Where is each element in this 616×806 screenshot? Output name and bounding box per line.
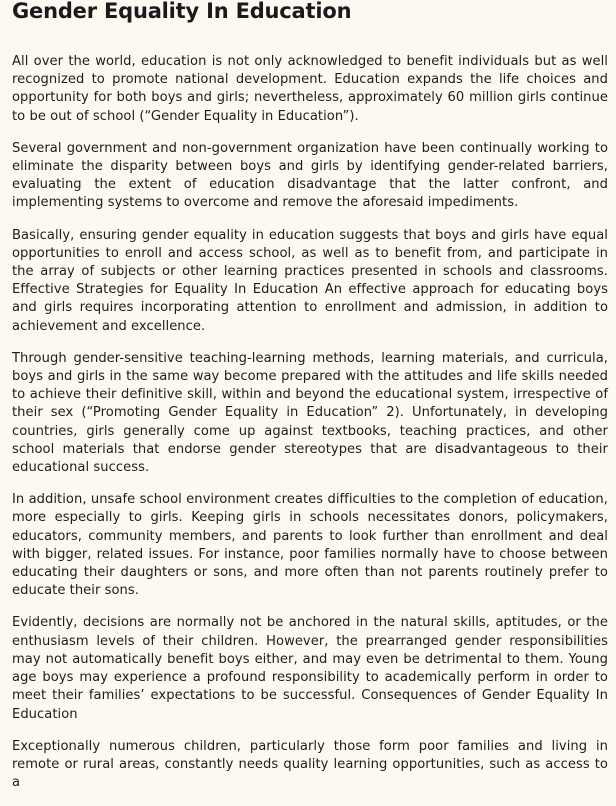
paragraph: All over the world, education is not only acknowledged to benefit individuals but as well recognized to promote national development. Education expands the life choices and opportunity for both boys and girls; nevertheless, approximately 60 million girls continue to be out of school (“Gender Equality in Education”). (12, 54, 608, 124)
paragraph: Evidently, decisions are normally not be anchored in the natural skills, aptitudes, or the enthusiasm levels of their children. However, the prearranged gender responsibilities may not automatically benefit boys either, and may even be detrimental to them. Young age boys may experience a profound responsibility to academically perform in order to meet their families’ expectations to be successful. Consequences of Gender Equality In Education (12, 615, 608, 722)
paragraph: Several government and non-government organization have been continually working to eliminate the disparity between boys and girls by identifying gender-related barriers, evaluating the extent of education disadvantage that the latter confront, and implementing systems to overcome and remove the aforesaid impediments. (12, 140, 608, 211)
paragraph: Through gender-sensitive teaching-learning methods, learning materials, and curricula, boys and girls in the same way become prepared with the attitudes and life skills needed to achieve their definitive skill, within and beyond the educational system, irrespective of their sex (“Promoting Gender Equality in Education” 2). Unfortunately, in developing countries, girls generally come up against textbooks, teaching practices, and other school materials that endorse gender stereotypes that are disadvantageous to their educational success. (12, 350, 608, 476)
paragraph: In addition, unsafe school environment creates difficulties to the completion of education, more especially to girls. Keeping girls in schools necessitates donors, policymakers, educators, community members, and parents to look further than enrollment and deal with bigger, related issues. For instance, poor families normally have to choose between educating their daughters or sons, and more often than not parents routinely prefer to educate their sons. (12, 492, 608, 599)
paragraph: Exceptionally numerous children, particularly those form poor families and living in remote or rural areas, constantly needs quality learning opportunities, such as access to a (12, 738, 608, 791)
page-title: Gender Equality In Education (12, 0, 352, 23)
paragraph: Basically, ensuring gender equality in education suggests that boys and girls have equal opportunities to enroll and access school, as well as to benefit from, and participate in the array of subjects or other learning practices presented in schools and classrooms. Effective Strategies for Equality In Education An effective approach for educating boys and girls requires incorporating attention to enrollment and admission, in addition to achievement and excellence. (12, 227, 608, 334)
document-body (12, 53, 608, 806)
